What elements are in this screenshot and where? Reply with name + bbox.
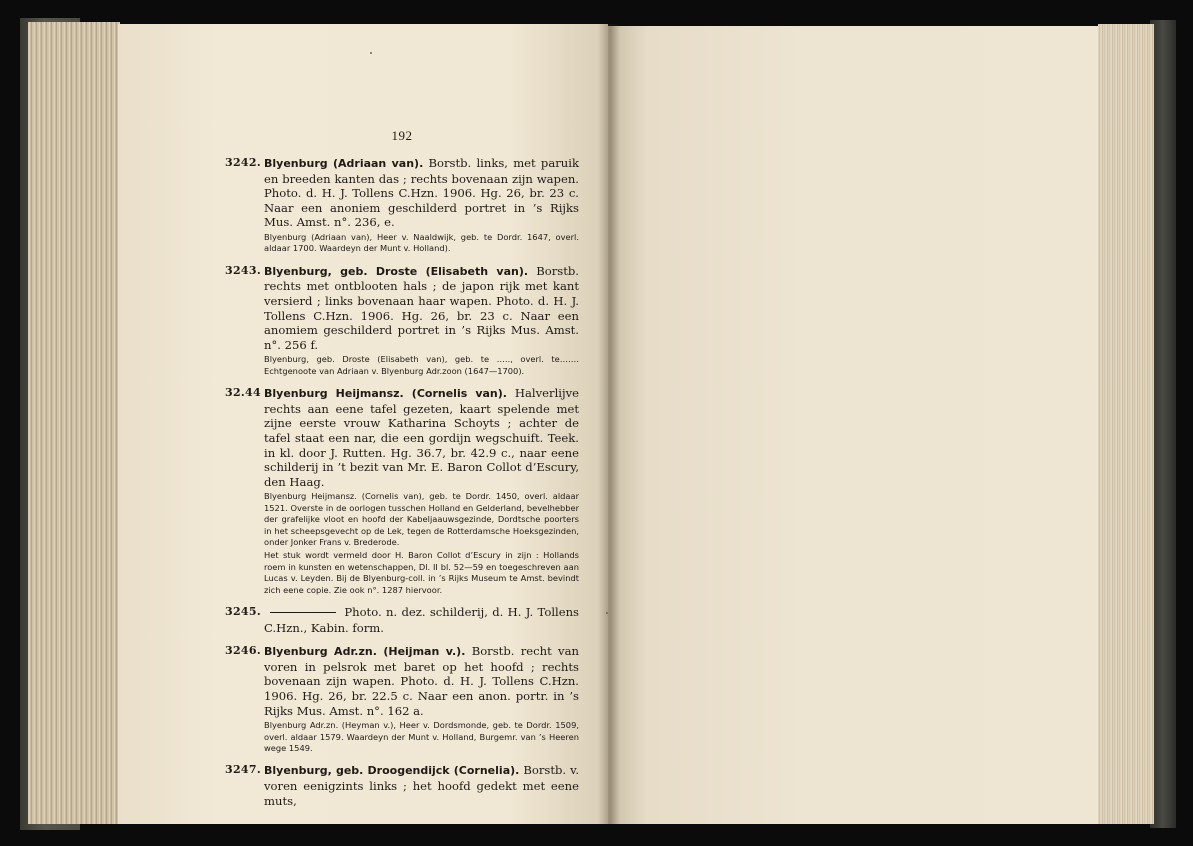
entry-body	[264, 605, 579, 635]
entry-number: 3242.	[225, 156, 261, 169]
catalog-entry	[225, 644, 579, 754]
page-edges-left	[28, 22, 120, 824]
entry-description: Borstb. recht van voren in pelsrok met baret op het hoofd ; rechts bovenaan zijn wapen. Photo. d. H. J. Tollens C.Hzn. 1906. Hg. 26, br. 22.5 c. Naar een anon. portr. in ’s Rijks Mus. Amst. n°. 162 a.	[264, 644, 579, 718]
entry-name: Blyenburg Heijmansz. (Cornelis van).	[264, 387, 507, 401]
entry-body	[264, 386, 579, 489]
catalog-entry	[225, 605, 579, 635]
entry-description: Borstb. rechts met ontblooten hals ; de japon rijk met kant versierd ; links bovenaan haar wapen. Photo. d. H. J. Tollens C.Hzn. 1906. Hg. 26, br. 23 c. Naar een anomiem geschilderd portret in ’s Rijks Mus. Amst. n°. 256 f.	[264, 263, 579, 352]
entry-note: Blyenburg Heijmansz. (Cornelis van), geb. te Dordr. 1450, overl. aldaar 1521. Overste in de oorlogen tusschen Holland en Gelderland, bevelhebber der grafelijke vloot en hoofd der Kabeljaauwsgezinde, Dordtsche poorters in het scheepsgevecht op de Lek, tegen de Rotterdamsche Hoeksgezinden, onder Jonker Frans v. Brederode.	[264, 491, 579, 547]
speck	[606, 612, 608, 614]
entry-name: Blyenburg, geb. Droste (Elisabeth van).	[264, 264, 529, 278]
entry-name: Blyenburg, geb. Droogendijck (Cornelia).	[264, 764, 520, 778]
catalog-entry	[225, 763, 579, 808]
entry-description: Borstb. v. voren eenigzints links ; het hoofd gedekt met eene muts,	[264, 763, 579, 808]
page-number: 192	[391, 128, 413, 143]
entry-description: Halverlijve rechts aan eene tafel gezeten, kaart spelende met zijne eerste vrouw Katharina Schoyts ; achter de tafel staat een nar, die een gordijn wegschuift. Teek. in kl. door J. Rutten. Hg. 36.7, br. 42.9 c., naar eene schilderij in ’t bezit van Mr. E. Baron Collot d’Escury, den Haag.	[264, 386, 579, 489]
page-edges-right	[1098, 24, 1154, 824]
entry-note: Blyenburg (Adriaan van), Heer v. Naaldwijk, geb. te Dordr. 1647, overl. aldaar 1700. Waardeyn der Munt v. Holland).	[264, 231, 579, 254]
page-text	[225, 128, 579, 817]
entry-note: Blyenburg, geb. Droste (Elisabeth van), geb. te ….., overl. te……. Echtgenoote van Adriaan v. Blyenburg Adr.zoon (1647—1700).	[264, 354, 579, 376]
entry-number: 3247.	[225, 763, 261, 777]
entry-name: Blyenburg (Adriaan van).	[264, 157, 424, 170]
entry-body	[264, 644, 579, 718]
entry-body	[264, 763, 579, 808]
catalog-entry	[225, 386, 579, 596]
ditto-rule	[270, 612, 336, 613]
entry-body	[264, 264, 579, 353]
entry-number: 3246.	[225, 644, 261, 658]
entry-number: 32.44	[225, 386, 261, 400]
catalog-entry	[225, 156, 579, 255]
right-page	[608, 26, 1098, 824]
entry-body	[264, 156, 579, 230]
entry-note: Blyenburg Adr.zn. (Heyman v.), Heer v. Dordsmonde, geb. te Dordr. 1509, overl. aldaar 1579. Waardeyn der Munt v. Holland, Burgemr. van ’s Heeren wege 1549.	[264, 720, 579, 753]
entry-number: 3243.	[225, 263, 261, 277]
entry-description: Photo. n. dez. schilderij, d. H. J. Tollens C.Hzn., Kabin. form.	[264, 604, 580, 635]
gutter-shadow	[598, 24, 620, 824]
entry-note: Het stuk wordt vermeld door H. Baron Collot d’Escury in zijn : Hollands roem in kunsten en wetenschappen, Dl. II bl. 52—59 en toegeschreven aan Lucas v. Leyden. Bij de Blyenburg-coll. in ’s Rijks Museum te Amst. bevindt zich eene copie. Zie ook n°. 1287 hiervoor.	[264, 550, 579, 595]
speck	[370, 52, 372, 54]
entry-description: Borstb. links, met paruik en breeden kanten das ; rechts bovenaan zijn wapen. Photo. d. H. J. Tollens C.Hzn. 1906. Hg. 26, br. 23 c. Naar een anoniem geschilderd portret in ’s Rijks Mus. Amst. n°. 236, e.	[264, 156, 579, 230]
catalog-entry	[225, 264, 579, 377]
entry-name: Blyenburg Adr.zn. (Heijman v.).	[264, 645, 466, 659]
entry-number: 3245.	[225, 604, 261, 618]
